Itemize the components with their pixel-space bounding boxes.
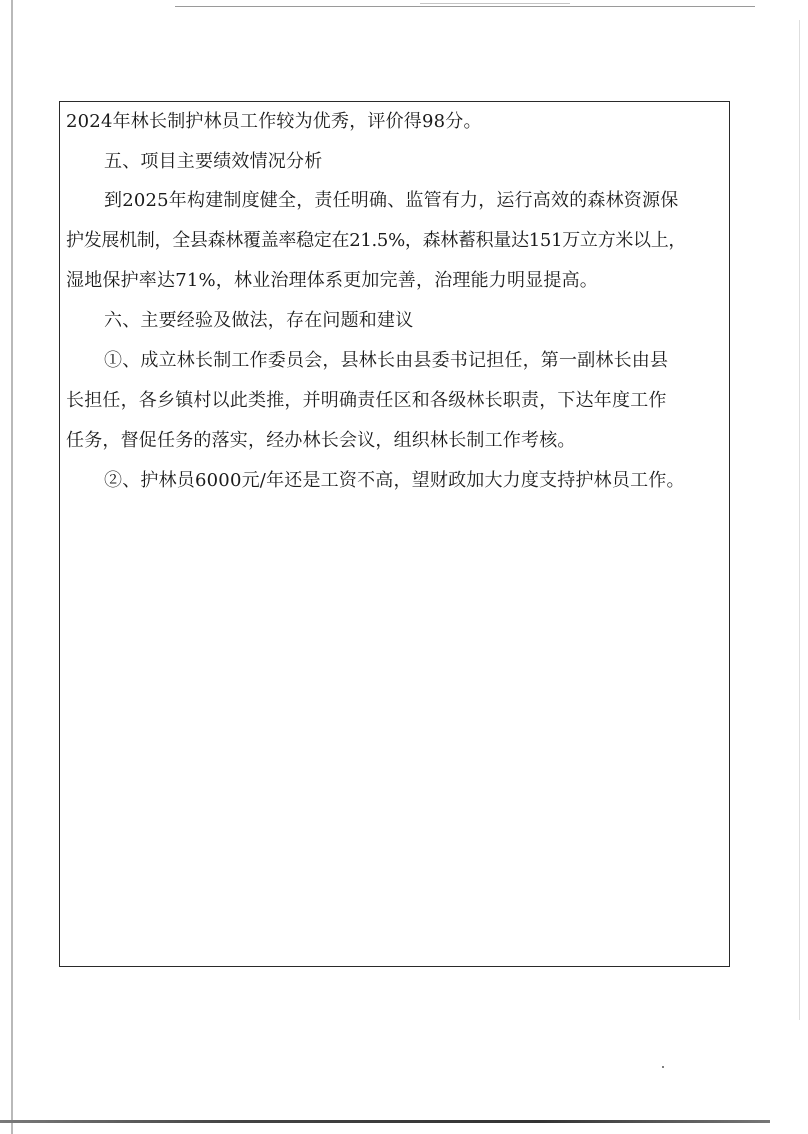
document-content-box — [59, 101, 730, 967]
section-heading-performance-analysis: 五、项目主要绩效情况分析 — [104, 151, 323, 172]
scan-artifact-bottom-edge — [0, 1120, 770, 1123]
performance-paragraph-line-1: 到2025年构建制度健全，责任明确、监管有力，运行高效的森林资源保 — [104, 190, 679, 211]
experience-item-1-line-2: 长担任，各乡镇村以此类推，并明确责任区和各级林长职责，下达年度工作 — [66, 390, 667, 411]
experience-item-1-line-1: ①、成立林长制工作委员会，县林长由县委书记担任，第一副林长由县 — [104, 350, 669, 371]
scan-artifact-dot — [662, 1066, 664, 1068]
scan-artifact-top-line-short — [420, 3, 570, 4]
experience-item-1-line-3: 任务，督促任务的落实，经办林长会议，组织林长制工作考核。 — [66, 430, 576, 451]
section-heading-experience-suggestions: 六、主要经验及做法，存在问题和建议 — [104, 310, 414, 331]
evaluation-result-line: 2024年林长制护林员工作较为优秀，评价得98分。 — [66, 111, 482, 132]
experience-item-2: ②、护林员6000元/年还是工资不高，望财政加大力度支持护林员工作。 — [104, 470, 685, 491]
performance-paragraph-line-2: 护发展机制，全县森林覆盖率稳定在21.5%，森林蓄积量达151万立方米以上， — [66, 230, 687, 251]
scan-artifact-top-line — [175, 6, 755, 7]
scan-artifact-right-edge — [799, 20, 800, 1020]
performance-paragraph-line-3: 湿地保护率达71%，林业治理体系更加完善，治理能力明显提高。 — [66, 270, 599, 291]
scan-artifact-left-edge — [11, 0, 13, 1134]
